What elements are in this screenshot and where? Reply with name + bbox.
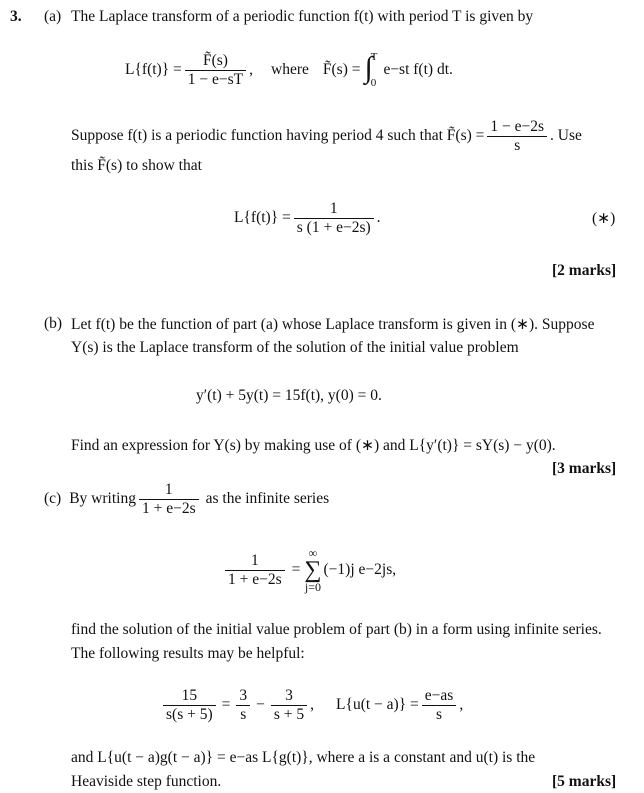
suppose-line-1 xyxy=(71,116,582,156)
eq1-comma: , xyxy=(249,61,254,78)
part-b-marks: [3 marks] xyxy=(552,460,617,477)
part-c-frac-den: 1 + e−2s xyxy=(141,499,196,517)
eq1-lhs: L{f(t)} = xyxy=(125,61,182,78)
pf-comma: , xyxy=(310,696,315,713)
pf-t2-den: s + 5 xyxy=(273,705,305,723)
series-eq: = xyxy=(291,561,301,578)
eq2-dot: . xyxy=(376,209,381,226)
series-frac-den: 1 + e−2s xyxy=(228,570,282,588)
suppose-fraction xyxy=(487,119,547,154)
eq2-frac-num: 1 xyxy=(294,201,374,219)
pf-t1-den: s xyxy=(240,705,247,723)
series-fraction xyxy=(225,553,285,588)
suppose-frac-num: 1 − e−2s xyxy=(487,119,547,137)
equation-star xyxy=(234,198,381,238)
question-number: 3. xyxy=(10,8,22,25)
eq1-frac-num: F̃(s) xyxy=(185,53,246,71)
pf-eq: = xyxy=(221,696,231,713)
eq2-tag: (∗) xyxy=(592,210,616,227)
eq1-fraction xyxy=(185,53,246,88)
eq2-lhs: L{f(t)} = xyxy=(234,209,291,226)
eq1-int-upper: T xyxy=(370,51,378,63)
sum-lower: j=0 xyxy=(304,580,322,594)
eq2-frac-den: s (1 + e−2s) xyxy=(296,218,371,236)
by-writing: By writing xyxy=(69,490,136,507)
heaviside-den: s xyxy=(436,705,443,723)
part-a-marks: [2 marks] xyxy=(552,262,617,279)
sigma-icon: ∑ xyxy=(304,557,322,583)
suppose-use: . Use xyxy=(550,127,582,144)
integral-sign-icon: ∫ xyxy=(364,51,373,84)
part-c-fraction xyxy=(139,482,199,517)
pf-term-2 xyxy=(271,688,307,723)
suppose-frac-den: s xyxy=(514,136,521,154)
heaviside-num: e−as xyxy=(422,688,457,706)
part-b-find: Find an expression for Y(s) by making use of (∗) and L{y′(t)} = sY(s) − y(0). xyxy=(71,437,556,454)
pf-num: 15 xyxy=(163,688,216,706)
eq1-where: where xyxy=(271,61,309,78)
eq2-fraction xyxy=(294,201,374,236)
eq1-int-lower: 0 xyxy=(370,77,377,89)
part-c-and-line-1: and L{u(t − a)g(t − a)} = e−as L{g(t)}, where a is a constant and u(t) is the xyxy=(71,749,536,766)
eq1-frac-den: 1 − e−sT xyxy=(187,70,244,88)
equation-laplace-periodic xyxy=(125,50,453,90)
pf-minus: − xyxy=(256,696,265,713)
partial-fractions xyxy=(160,683,463,727)
pf-t1-num: 3 xyxy=(236,688,250,706)
pf-t2-num: 3 xyxy=(271,688,307,706)
part-c-find-line-2: The following results may be helpful: xyxy=(71,645,305,662)
part-c-find-line-1: find the solution of the initial value problem of part (b) in a form using infinite series. xyxy=(71,621,602,638)
part-b-line-2: Y(s) is the Laplace transform of the solution of the initial value problem xyxy=(71,339,519,356)
heaviside-fraction xyxy=(422,688,457,723)
eq1-integral xyxy=(364,51,377,89)
part-a-label: (a) xyxy=(44,8,62,25)
part-c-label: (c) xyxy=(44,490,62,507)
heaviside-lhs: L{u(t − a)} = xyxy=(336,696,419,713)
part-c-frac-num: 1 xyxy=(139,482,199,500)
pf-fraction xyxy=(163,688,216,723)
part-b-label: (b) xyxy=(44,315,63,332)
part-c-marks: [5 marks] xyxy=(552,773,617,790)
series-frac-num: 1 xyxy=(225,553,285,571)
part-c-intro xyxy=(44,479,329,519)
part-b-line-1: Let f(t) be the function of part (a) whose Laplace transform is given in (∗). Suppose xyxy=(71,316,595,333)
as-series: as the infinite series xyxy=(205,490,330,507)
suppose-text: Suppose f(t) is a periodic function having period 4 such that F̃(s) = xyxy=(71,127,485,144)
pf-term-1 xyxy=(236,688,250,723)
suppose-line-2: this F̃(s) to show that xyxy=(71,157,202,174)
summation xyxy=(304,547,321,593)
heaviside-comma: , xyxy=(459,696,464,713)
part-c-and-line-2: Heaviside step function. xyxy=(71,773,222,790)
eq1-F-def: F̃(s) = xyxy=(322,61,361,78)
sum-upper: ∞ xyxy=(308,546,318,560)
eq1-integrand: e−st f(t) dt. xyxy=(383,61,453,78)
series-equation xyxy=(222,545,396,595)
part-a-intro: The Laplace transform of a periodic function f(t) with period T is given by xyxy=(71,8,534,25)
series-term: (−1)j e−2js, xyxy=(323,561,397,578)
pf-den: s(s + 5) xyxy=(166,705,213,723)
ivp-equation: y′(t) + 5y(t) = 15f(t), y(0) = 0. xyxy=(196,387,382,404)
